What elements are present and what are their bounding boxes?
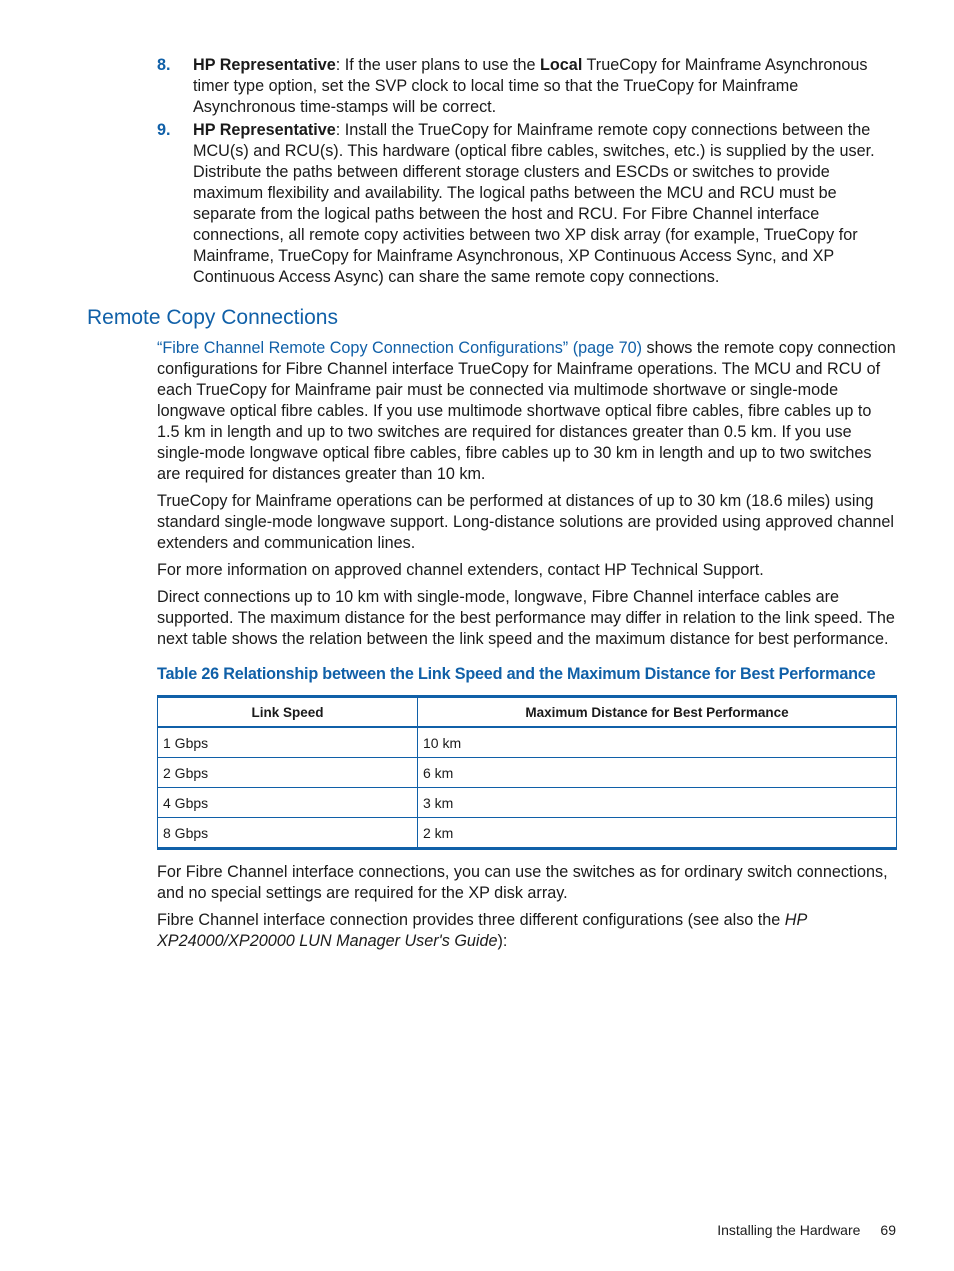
- table-cell: 6 km: [418, 758, 897, 788]
- table-header-row: [158, 697, 897, 728]
- guide-title: HP XP24000/XP20000 LUN Manager User's Guide: [157, 911, 807, 950]
- step-text: : Install the TrueCopy for Mainframe remote copy connections between the MCU(s) and RCU(s). This hardware (optical fibre cables, switches, etc.) is supplied by the user. Distribute the paths between different storage clusters and ESCDs or switches to provide maximum flexibility and availability. The logical paths between the MCU and RCU must be separate from the logical paths between the host and RCU. For Fibre Channel interface connections, all remote copy activities between two XP disk array (for example, TrueCopy for Mainframe, TrueCopy for Mainframe Asynchronous, XP Continuous Access Sync, and XP Continuous Access Async) can share the same remote copy connections.: [193, 121, 875, 286]
- step-text: : If the user plans to use the: [335, 56, 541, 74]
- table-cell: 3 km: [418, 788, 897, 818]
- section-heading: Remote Copy Connections: [87, 306, 338, 329]
- step-list: [157, 55, 897, 290]
- paragraph: Direct connections up to 10 km with single-mode, longwave, Fibre Channel interface cables are supported. The maximum distance for the best performance may differ in relation to the link speed. The next table shows the relation between the link speed and the maximum distance for best performance.: [157, 588, 895, 648]
- column-header: Link Speed: [158, 697, 418, 728]
- page-number: 69: [880, 1222, 896, 1238]
- table-row: [158, 818, 897, 849]
- paragraph: [157, 338, 897, 485]
- step-role: HP Representative: [193, 121, 336, 139]
- column-header: Maximum Distance for Best Performance: [418, 697, 897, 728]
- footer-title: Installing the Hardware: [717, 1222, 861, 1238]
- table-cell: 2 Gbps: [158, 758, 418, 788]
- table-caption: Table 26 Relationship between the Link Speed and the Maximum Distance for Best Performance: [157, 665, 876, 683]
- table-row: [158, 727, 897, 758]
- table-cell: 2 km: [418, 818, 897, 849]
- paragraph: TrueCopy for Mainframe operations can be performed at distances of up to 30 km (18.6 miles) using standard single-mode longwave support. Long-distance solutions are provided using approved channel extenders and communication lines.: [157, 492, 895, 552]
- section-body: [157, 338, 897, 958]
- step-item: [157, 120, 897, 288]
- paragraph-text: ):: [497, 932, 508, 950]
- page-footer: [717, 1222, 896, 1238]
- step-number: 9.: [157, 121, 171, 139]
- paragraph-text: Fibre Channel interface connection provides three different configurations (see also the: [157, 911, 785, 929]
- link-speed-table: [157, 695, 897, 850]
- paragraph: For more information on approved channel extenders, contact HP Technical Support.: [157, 561, 764, 579]
- table-cell: 10 km: [418, 727, 897, 758]
- table-cell: 1 Gbps: [158, 727, 418, 758]
- table-row: [158, 758, 897, 788]
- table-cell: 4 Gbps: [158, 788, 418, 818]
- paragraph: [157, 910, 897, 952]
- step-emphasis: Local: [540, 56, 583, 74]
- paragraph: For Fibre Channel interface connections, you can use the switches as for ordinary switch connections, and no special settings are required for the XP disk array.: [157, 863, 888, 902]
- step-number: 8.: [157, 56, 171, 74]
- step-role: HP Representative: [193, 56, 336, 74]
- step-item: [157, 55, 897, 118]
- table-cell: 8 Gbps: [158, 818, 418, 849]
- cross-reference-link[interactable]: “Fibre Channel Remote Copy Connection Configurations” (page 70): [157, 339, 642, 357]
- paragraph-text: shows the remote copy connection configurations for Fibre Channel interface TrueCopy for Mainframe operations. The MCU and RCU of each TrueCopy for Mainframe pair must be connected via multimode shortwave or single-mode longwave optical fibre cables. If you use multimode shortwave optical fibre cables, fibre cables up to 1.5 km in length and up to two switches are required for distances greater than 0.5 km. If you use single-mode longwave optical fibre cables, fibre cables up to 30 km in length and up to two switches are required for distances greater than 10 km.: [157, 339, 896, 483]
- step-text: TrueCopy for Mainframe Asynchronous timer type option, set the SVP clock to local time so that the TrueCopy for Mainframe Asynchronous time-stamps will be correct.: [193, 56, 868, 116]
- table-row: [158, 788, 897, 818]
